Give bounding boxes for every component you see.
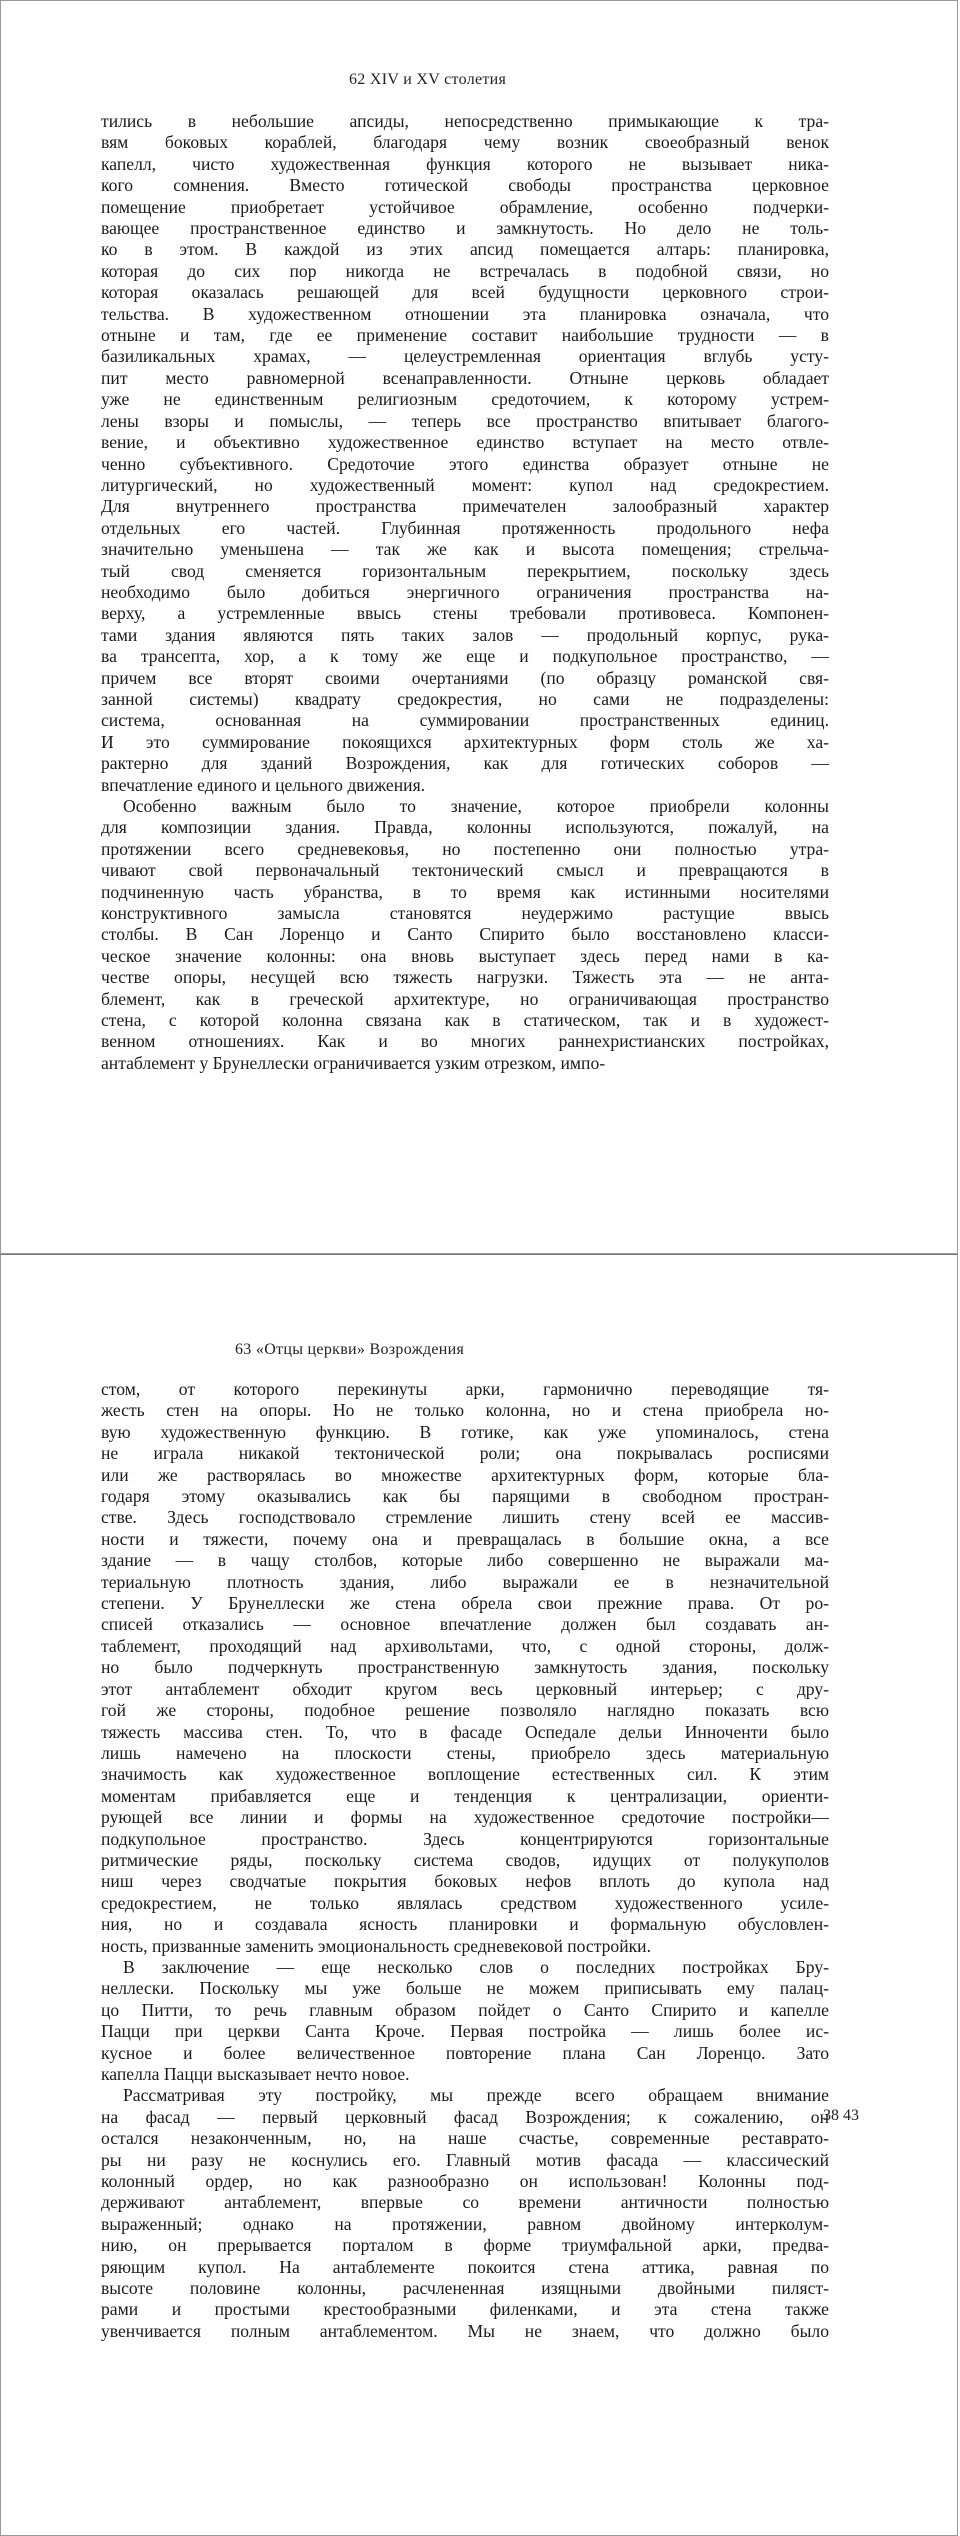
text-line: система, основанная на суммировании пространственных единиц. [101, 710, 829, 731]
text-line: стена, с которой колонна связана как в статическом, так и в художест- [101, 1010, 829, 1031]
text-line: вающее пространственное единство и замкнутость. Но дело не толь- [101, 218, 829, 239]
text-line: которая оказалась решающей для всей будущности церковного строи- [101, 282, 829, 303]
text-line: рами и простыми крестообразными филенками, и эта стена также [101, 2299, 829, 2320]
text-line: тый свод сменяется горизонтальным перекрытием, поскольку здесь [101, 560, 829, 581]
text-line: на фасад — первый церковный фасад Возрождения; к сожалению, он [101, 2106, 829, 2127]
text-line: ния, но и создавала ясность планировки и формальную обусловлен- [101, 1914, 829, 1935]
text-line: лены взоры и помыслы, — теперь все пространство впитывает благого- [101, 410, 829, 431]
text-line: ряющим купол. На антаблементе покоится стена аттика, равная по [101, 2256, 829, 2277]
text-line: ческое значение колонны: она вновь выступает здесь перед нами в ка- [101, 945, 829, 966]
text-line: ко в этом. В каждой из этих апсид помещается алтарь: планировка, [101, 239, 829, 260]
text-line: для композиции здания. Правда, колонны используются, пожалуй, на [101, 817, 829, 838]
text-line: кусное и более величественное повторение плана Сан Лоренцо. Зато [101, 2042, 829, 2063]
text-line: ченно субъективного. Средоточие этого единства образует отныне не [101, 453, 829, 474]
text-line: ниш через сводчатые покрытия боковых нефов вплоть до купола над [101, 1871, 829, 1892]
text-line: здание — в чащу столбов, которые либо совершенно не выражали ма- [101, 1550, 829, 1571]
text-line: жесть стен на опоры. Но не только колонна, но и стена приобрела но- [101, 1400, 829, 1421]
text-line: остался незаконченным, но, на наше счастье, современные реставрато- [101, 2128, 829, 2149]
text-line: увенчивается полным антаблементом. Мы не знаем, что должно было [101, 2320, 829, 2341]
body-text [101, 111, 829, 1074]
text-line: столбы. В Сан Лоренцо и Санто Спирито было восстановлено класси- [101, 924, 829, 945]
text-line: венном отношениях. Как и во многих раннехристианских постройках, [101, 1031, 829, 1052]
text-line: Для внутреннего пространства примечателен залообразный характер [101, 496, 829, 517]
text-line: тились в небольшие апсиды, непосредственно примыкающие к тра- [101, 111, 829, 131]
text-line: Рассматривая эту постройку, мы прежде всего обращаем внимание [123, 2085, 829, 2106]
text-line: колонный ордер, но как разнообразно он использован! Колонны под- [101, 2171, 829, 2192]
text-line: отдельных его частей. Глубинная протяженность продольного нефа [101, 517, 829, 538]
body-text [101, 1379, 829, 2342]
text-line: отныне и там, где ее применение составит наибольшие трудности — в [101, 325, 829, 346]
text-line: рактерно для зданий Возрождения, как для готических соборов — [101, 753, 829, 774]
text-line: подчиненную часть убранства, в то время как истинными носителями [101, 881, 829, 902]
text-line: уже не единственным религиозным средоточием, к которому устрем- [101, 389, 829, 410]
text-line: капелла Пацци высказывает нечто новое. [101, 2064, 410, 2084]
text-line: тами здания являются пять таких залов — продольный корпус, рука- [101, 624, 829, 645]
text-line: ритмические ряды, поскольку система сводов, идущих от полукуполов [101, 1849, 829, 1870]
text-line: литургический, но художественный момент: купол над средокрестием. [101, 474, 829, 495]
text-line: В заключение — еще несколько слов о последних постройках Бру- [123, 1956, 829, 1977]
text-line: цо Питти, то речь главным образом пойдет о Санто Спирито и капелле [101, 1999, 829, 2020]
text-line: тяжесть массива стен. То, что в фасаде Оспедале дельи Инноченти было [101, 1721, 829, 1742]
text-line: стве. Здесь господствовало стремление лишить стену всей ее массив- [101, 1507, 829, 1528]
text-line: антаблемент у Брунеллески ограничивается узким отрезком, импо- [101, 1052, 606, 1073]
text-line: протяжении всего средневековья, но постепенно они полностью утра- [101, 838, 829, 859]
text-line: но было подчеркнуть пространственную замкнутость здания, поскольку [101, 1657, 829, 1678]
text-line: лишь намечено на плоскости стены, приобрело здесь материальную [101, 1742, 829, 1763]
text-line: И это суммирование покоящихся архитектурных форм столь же ха- [101, 731, 829, 752]
book-page-62 [0, 0, 958, 1254]
text-line: кого сомнения. Вместо готической свободы пространства церковное [101, 175, 829, 196]
running-head: 63 «Отцы церкви» Возрождения [235, 1341, 465, 1358]
text-line: нию, он прерывается порталом в форме триумфальной арки, предва- [101, 2235, 829, 2256]
text-line: подкупольное пространство. Здесь концентрируются горизонтальные [101, 1828, 829, 1849]
text-line: стом, от которого перекинуты арки, гармонично переводящие тя- [101, 1379, 829, 1399]
text-line: блемент, как в греческой архитектуре, но ограничивающая пространство [101, 988, 829, 1009]
text-line: средокрестием, не только являлась средством художественного усиле- [101, 1892, 829, 1913]
text-line: неллески. Поскольку мы уже больше не можем приписывать ему палац- [101, 1978, 829, 1999]
text-line: моментам прибавляется еще и тенденция к централизации, ориенти- [101, 1785, 829, 1806]
text-line: тельства. В художественном отношении эта планировка означала, что [101, 303, 829, 324]
text-line: рующей все линии и формы на художественное средоточие постройки— [101, 1807, 829, 1828]
text-line: выраженный; однако на протяжении, равном двойному интерколум- [101, 2213, 829, 2234]
text-line: ры ни разу не коснулись его. Главный мотив фасада — классический [101, 2149, 829, 2170]
text-line: необходимо было добиться энергичного ограничения пространства на- [101, 581, 829, 602]
text-line: ности и тяжести, почему она и превращалась в большие окна, а все [101, 1528, 829, 1549]
book-page-63 [0, 1254, 958, 2536]
text-line: списей отказались — основное впечатление должен был создавать ан- [101, 1614, 829, 1635]
text-line: степени. У Брунеллески же стена обрела свои прежние права. От ро- [101, 1593, 829, 1614]
text-line: или же растворялась во множестве архитектурных форм, которые бла- [101, 1464, 829, 1485]
text-line: причем все вторят своими очертаниями (по образцу романской свя- [101, 667, 829, 688]
text-line: гой же стороны, подобное решение позволяло наглядно показать всю [101, 1700, 829, 1721]
text-line: ность, призванные заменить эмоциональность средневековой постройки. [101, 1935, 651, 1956]
text-line: капелл, чисто художественная функция которого не вызывает ника- [101, 153, 829, 174]
text-line: этот антаблемент обходит кругом весь церковный интерьер; с дру- [101, 1678, 829, 1699]
text-line: ва трансепта, хор, а к тому же еще и подкупольное пространство, — [101, 646, 829, 667]
text-line: впечатление единого и цельного движения. [101, 774, 426, 795]
text-line: пит место равномерной всенаправленности. Отныне церковь обладает [101, 367, 829, 388]
text-line: честве опоры, несущей всю тяжесть нагрузки. Тяжесть эта — не анта- [101, 967, 829, 988]
text-line: териальную плотность здания, либо выражали ее в незначительной [101, 1571, 829, 1592]
text-line: годаря этому оказывались как бы парящими в свободном простран- [101, 1486, 829, 1507]
text-line: значимость как художественное воплощение естественных сил. К этим [101, 1764, 829, 1785]
text-line: Пацци при церкви Санта Кроче. Первая постройка — лишь более ис- [101, 2021, 829, 2042]
text-line: конструктивного замысла становятся неудержимо растущие ввысь [101, 903, 829, 924]
text-line: высоте половине колонны, расчлененная изящными двойными пиляст- [101, 2278, 829, 2299]
text-line: Особенно важным было то значение, которое приобрели колонны [123, 796, 829, 816]
text-line: держивают антаблемент, впервые со времени античности полностью [101, 2192, 829, 2213]
text-line: значительно уменьшена — так же как и высота помещения; стрельча- [101, 539, 829, 560]
margin-note: 38 43 [823, 2106, 859, 2124]
text-line: вую художественную функцию. В готике, как уже упоминалось, стена [101, 1421, 829, 1442]
text-line: базиликальных храмах, — целеустремленная ориентация вглубь усту- [101, 346, 829, 367]
text-line: которая до сих пор никогда не встречалась в подобной связи, но [101, 260, 829, 281]
text-line: занной системы) квадрату средокрестия, но сами не подразделены: [101, 688, 829, 709]
text-line: верху, а устремленные ввысь стены требовали противовеса. Компонен- [101, 603, 829, 624]
text-line: чивают свой первоначальный тектонический смысл и превращаются в [101, 860, 829, 881]
text-line: таблемент, проходящий над архивольтами, что, с одной стороны, долж- [101, 1635, 829, 1656]
running-head: 62 XIV и XV столетия [349, 71, 507, 88]
text-line: не играла никакой тектонической роли; она покрывалась росписями [101, 1443, 829, 1464]
text-line: вение, и объективно художественное единство вступает на место отвле- [101, 432, 829, 453]
text-line: вям боковых кораблей, благодаря чему возник своеобразный венок [101, 132, 829, 153]
text-line: помещение приобретает устойчивое обрамление, особенно подчерки- [101, 196, 829, 217]
